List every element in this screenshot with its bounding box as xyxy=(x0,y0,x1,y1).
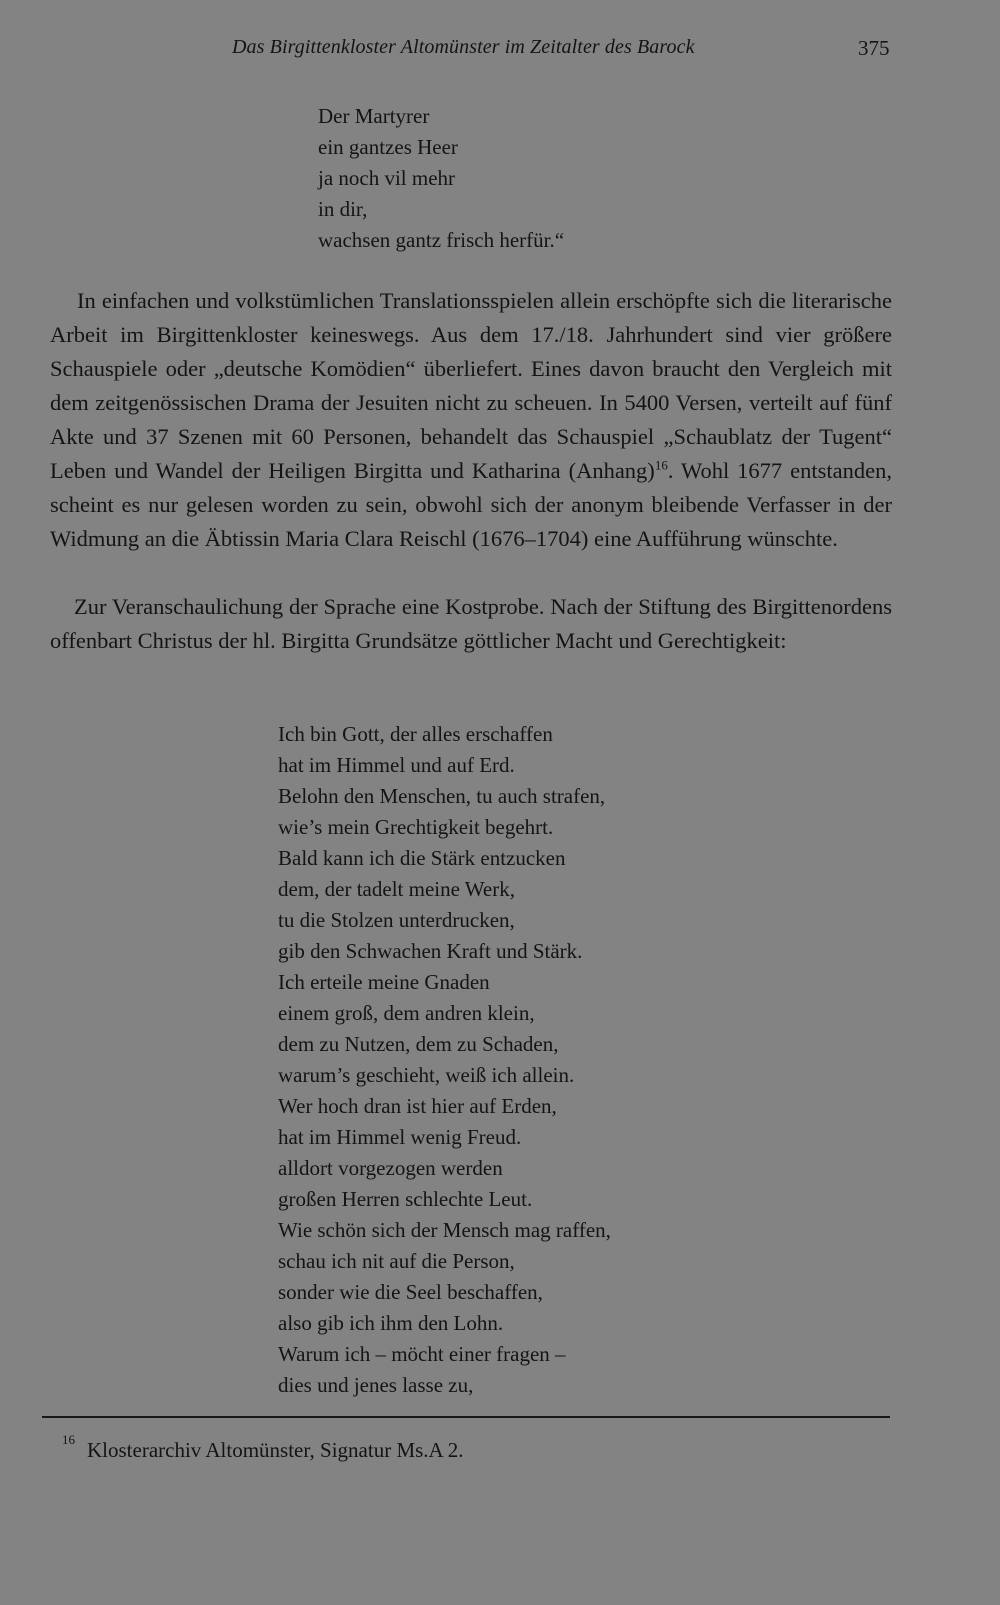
verse-line: großen Herren schlechte Leut. xyxy=(278,1187,533,1211)
verse-line: ein gantzes Heer xyxy=(318,135,458,159)
verse-line: Wer hoch dran ist hier auf Erden, xyxy=(278,1094,557,1118)
verse-line: wie’s mein Grechtigkeit begehrt. xyxy=(278,815,554,839)
body-paragraph-1 xyxy=(50,284,892,556)
verse-line: hat im Himmel wenig Freud. xyxy=(278,1125,522,1149)
verse-line: hat im Himmel und auf Erd. xyxy=(278,753,515,777)
verse-block-main xyxy=(278,719,611,1401)
verse-line: sonder wie die Seel beschaffen, xyxy=(278,1280,543,1304)
footnote-reference: 16 xyxy=(654,457,668,473)
verse-line: schau ich nit auf die Person, xyxy=(278,1249,515,1273)
verse-line: tu die Stolzen unterdrucken, xyxy=(278,908,515,932)
paragraph-text: In einfachen und volkstümlichen Translationsspielen allein erschöpfte sich die literarische Arbeit im Birgittenkloster keineswegs. Aus dem 17./18. Jahrhundert sind vier größere Schauspiele oder „deutsche Komödien“ überliefert. Eines davon braucht den Vergleich mit dem zeitgenössischen Drama der Jesuiten nicht zu scheuen. In 5400 Versen, verteilt auf fünf Akte und 37 Szenen mit 60 Personen, behandelt das Schauspiel „Schaublatz der Tugent“ Leben und Wandel der Heiligen Birgitta und Katharina (Anhang) xyxy=(50,288,892,483)
running-title: Das Birgittenkloster Altomünster im Zeitalter des Barock xyxy=(232,36,695,58)
footnote-number: 16 xyxy=(62,1432,75,1447)
verse-line: in dir, xyxy=(318,197,368,221)
paragraph-text-continued: . Wohl 1677 entstanden, scheint es nur gelesen worden zu sein, obwohl sich der anonym bleibende Verfasser in der Widmung an die Äbtissin Maria Clara Reischl (1676–1704) eine Aufführung wünschte. xyxy=(50,458,893,551)
verse-line: warum’s geschieht, weiß ich allein. xyxy=(278,1063,575,1087)
verse-line: Bald kann ich die Stärk entzucken xyxy=(278,846,566,870)
verse-line: einem groß, dem andren klein, xyxy=(278,1001,535,1025)
footnote xyxy=(62,1432,464,1463)
verse-line: dies und jenes lasse zu, xyxy=(278,1373,474,1397)
verse-line: Belohn den Menschen, tu auch strafen, xyxy=(278,784,606,808)
verse-line: Warum ich – möcht einer fragen – xyxy=(278,1342,566,1366)
verse-block-top xyxy=(318,101,564,256)
verse-line: dem zu Nutzen, dem zu Schaden, xyxy=(278,1032,559,1056)
verse-line: ja noch vil mehr xyxy=(318,166,456,190)
verse-line: wachsen gantz frisch herfür.“ xyxy=(318,228,565,252)
verse-line: Ich bin Gott, der alles erschaffen xyxy=(278,722,553,746)
footnote-text: Klosterarchiv Altomünster, Signatur Ms.A 2. xyxy=(87,1438,464,1462)
footnote-divider xyxy=(42,1416,890,1418)
verse-line: dem, der tadelt meine Werk, xyxy=(278,877,515,901)
verse-line: Wie schön sich der Mensch mag raffen, xyxy=(278,1218,611,1242)
verse-line: Ich erteile meine Gnaden xyxy=(278,970,490,994)
verse-line: alldort vorgezogen werden xyxy=(278,1156,503,1180)
verse-line: Der Martyrer xyxy=(318,104,430,128)
verse-line: also gib ich ihm den Lohn. xyxy=(278,1311,504,1335)
body-paragraph-2: Zur Veranschaulichung der Sprache eine Kostprobe. Nach der Stiftung des Birgittenordens offenbart Christus der hl. Birgitta Grundsätze göttlicher Macht und Gerechtigkeit: xyxy=(50,594,892,653)
verse-line: gib den Schwachen Kraft und Stärk. xyxy=(278,939,583,963)
page-number: 375 xyxy=(858,36,890,60)
